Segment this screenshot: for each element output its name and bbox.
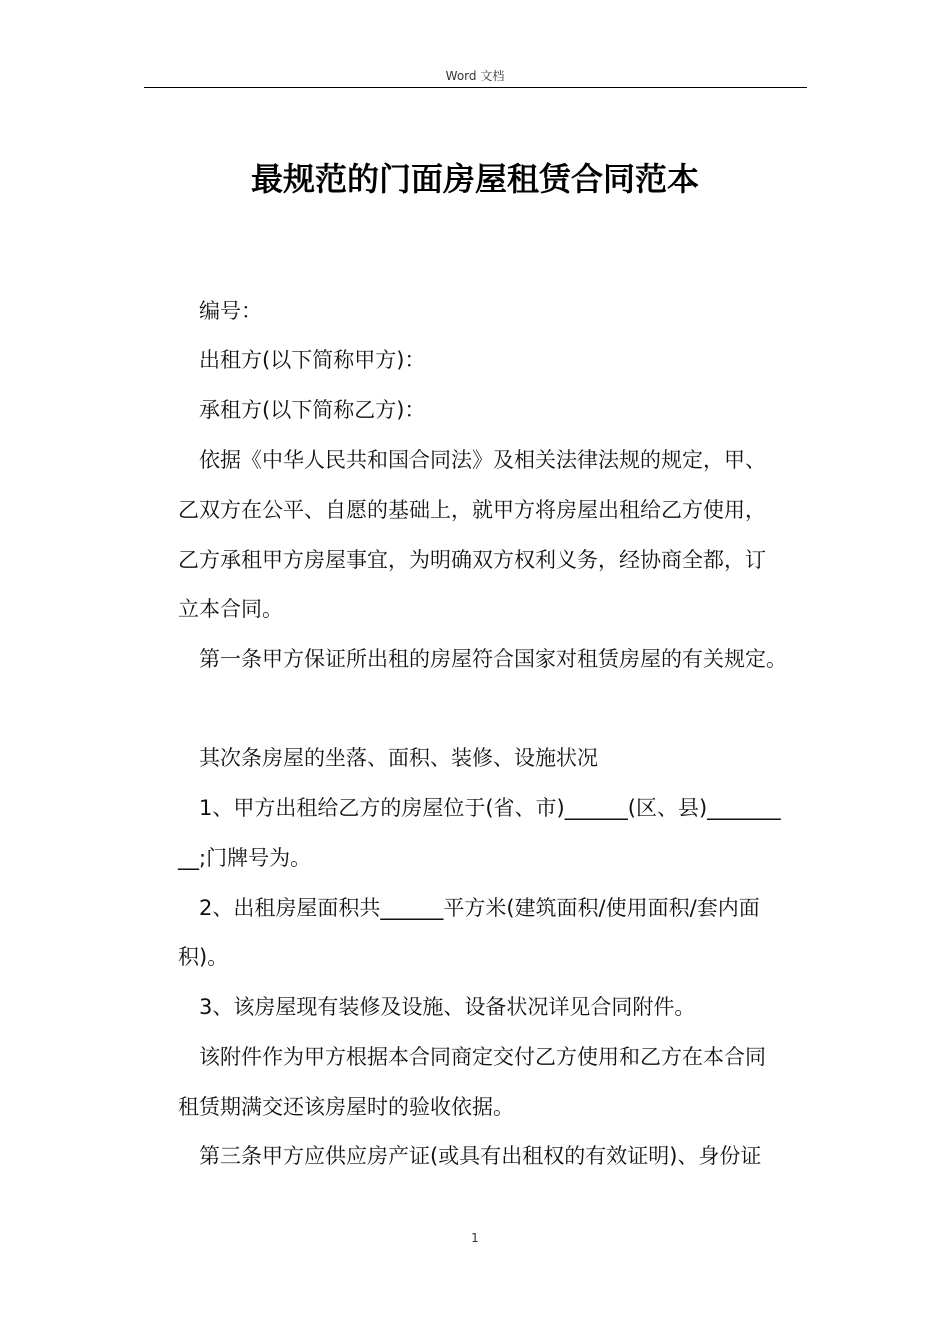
body-line-item-1a: 1、甲方出租给乙方的房屋位于(省、市)______(区、县)_______ (199, 796, 781, 820)
page-header-text: Word 文档 (445, 69, 505, 83)
page-number: 1 (471, 1231, 479, 1245)
body-line-article-1: 第一条甲方保证所出租的房屋符合国家对租赁房屋的有关规定。 (199, 647, 787, 671)
body-line-preamble-4: 立本合同。 (178, 597, 283, 621)
body-line-item-3: 3、该房屋现有装修及设施、设备状况详见合同附件。 (199, 995, 696, 1019)
body-line-serial-number: 编号： (199, 299, 262, 323)
body-line-item-1b: __;门牌号为。 (178, 846, 312, 870)
body-line-annex-1: 该附件作为甲方根据本合同商定交付乙方使用和乙方在本合同 (199, 1045, 766, 1069)
body-line-item-2a: 2、出租房屋面积共______平方米(建筑面积/使用面积/套内面 (199, 896, 760, 920)
document-title: 最规范的门面房屋租赁合同范本 (250, 160, 699, 198)
body-line-article-3: 第三条甲方应供应房产证(或具有出租权的有效证明)、身份证 (199, 1144, 762, 1168)
body-line-annex-2: 租赁期满交还该房屋时的验收依据。 (178, 1095, 514, 1119)
body-line-preamble-2: 乙双方在公平、自愿的基础上，就甲方将房屋出租给乙方使用， (178, 498, 766, 522)
body-line-item-2b: 积)。 (178, 945, 229, 969)
body-line-lessor: 出租方(以下简称甲方)： (199, 348, 426, 372)
header-rule (144, 87, 807, 88)
body-line-preamble-3: 乙方承租甲方房屋事宜，为明确双方权利义务，经协商全都，订 (178, 548, 766, 572)
body-line-article-2: 其次条房屋的坐落、面积、装修、设施状况 (199, 746, 598, 770)
body-line-preamble-1: 依据《中华人民共和国合同法》及相关法律法规的规定，甲、 (199, 448, 766, 472)
body-line-lessee: 承租方(以下简称乙方)： (199, 398, 426, 422)
